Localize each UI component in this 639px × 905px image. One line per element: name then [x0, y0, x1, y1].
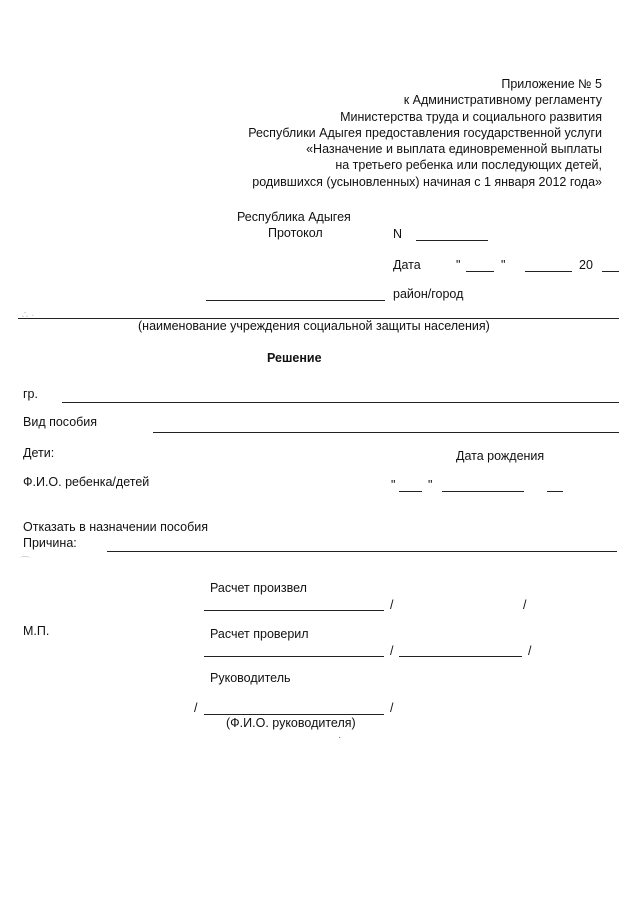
- reason-field[interactable]: [107, 551, 617, 552]
- refuse-label: Отказать в назначении пособия: [23, 520, 209, 534]
- calculated-by-slash: /: [390, 598, 394, 612]
- appendix-header: [248, 76, 602, 190]
- district-field[interactable]: [206, 300, 385, 301]
- checked-by-slash: /: [390, 644, 394, 658]
- checked-by-name-field[interactable]: [399, 656, 522, 657]
- decision-title: Решение: [267, 351, 322, 365]
- scan-mark: ⌒: [20, 557, 30, 568]
- birth-quote-close: ": [428, 478, 433, 492]
- checked-by-slash-end: /: [528, 644, 532, 658]
- date-year-prefix: 20: [579, 258, 593, 272]
- calculated-by-signature-field[interactable]: [204, 610, 384, 611]
- institution-caption: (наименование учреждения социальной защиты населения): [138, 319, 490, 333]
- head-slash-end: /: [390, 701, 394, 715]
- republic-label: Республика Адыгея: [237, 210, 351, 224]
- header-line: Республики Адыгея предоставления государственной услуги: [248, 125, 602, 140]
- header-line: на третьего ребенка или последующих детей,: [335, 158, 602, 173]
- children-label: Дети:: [23, 446, 55, 460]
- birth-month-field[interactable]: [442, 491, 524, 492]
- date-label: Дата: [393, 258, 421, 272]
- checked-by-signature-field[interactable]: [204, 656, 384, 657]
- checked-by-label: Расчет проверил: [210, 627, 309, 641]
- calculated-by-slash-end: /: [523, 598, 527, 612]
- reason-label: Причина:: [23, 536, 77, 550]
- scan-dot: ·: [338, 732, 342, 743]
- protocol-number-label: N: [393, 227, 403, 241]
- protocol-number-field[interactable]: [416, 240, 488, 241]
- birth-date-label: Дата рождения: [456, 449, 545, 463]
- head-slash-start: /: [194, 701, 198, 715]
- date-day-field[interactable]: [466, 271, 494, 272]
- date-month-field[interactable]: [525, 271, 572, 272]
- benefit-type-field[interactable]: [153, 432, 619, 433]
- header-line: «Назначение и выплата единовременной выплаты: [306, 142, 602, 157]
- header-line: Приложение № 5: [501, 77, 602, 91]
- date-year-field[interactable]: [602, 271, 619, 272]
- stamp-label: М.П.: [23, 624, 50, 638]
- scan-mark: ∴ ·: [22, 310, 35, 321]
- citizen-label: гр.: [23, 387, 38, 401]
- birth-quote-open: ": [391, 478, 396, 492]
- benefit-type-label: Вид пособия: [23, 415, 98, 429]
- district-label: район/город: [393, 287, 464, 301]
- head-label: Руководитель: [210, 671, 291, 685]
- head-caption: (Ф.И.О. руководителя): [226, 716, 356, 730]
- header-line: родившихся (усыновленных) начиная с 1 января 2012 года»: [252, 174, 602, 189]
- header-line: Министерства труда и социального развития: [340, 109, 602, 124]
- birth-year-field[interactable]: [547, 491, 563, 492]
- date-quote-open: ": [456, 258, 461, 272]
- calculated-by-label: Расчет произвел: [210, 581, 307, 595]
- protocol-label: Протокол: [268, 226, 323, 240]
- header-line: к Административному регламенту: [403, 93, 602, 108]
- birth-day-field[interactable]: [399, 491, 422, 492]
- date-quote-close: ": [501, 258, 506, 272]
- child-name-label: Ф.И.О. ребенка/детей: [23, 475, 150, 489]
- citizen-name-field[interactable]: [62, 402, 619, 403]
